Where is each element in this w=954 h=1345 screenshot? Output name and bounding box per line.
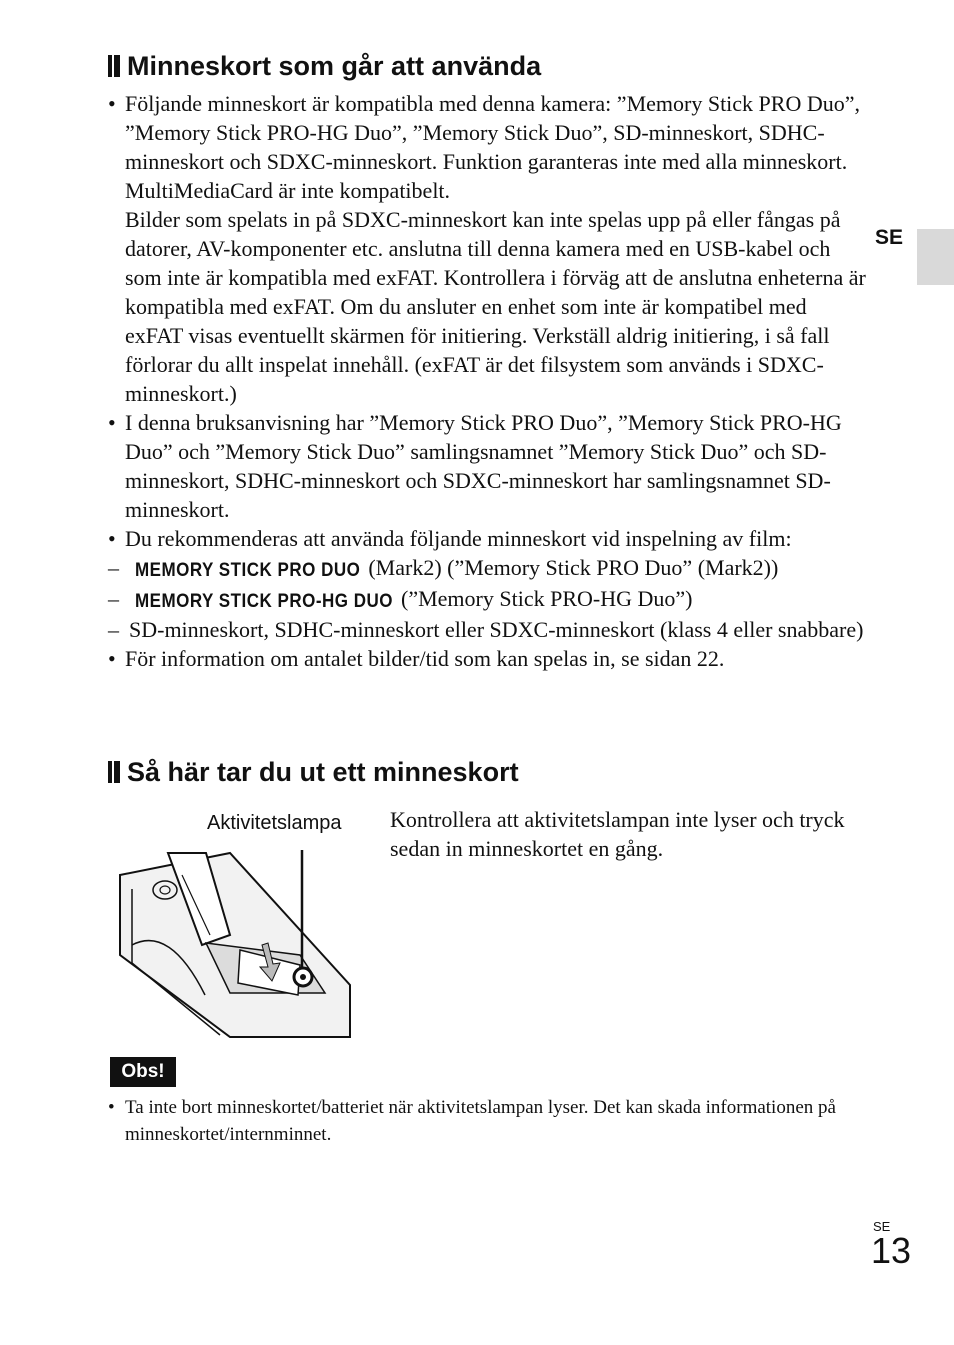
dash-item-text: (Mark2) (”Memory Stick PRO Duo” (Mark2)) [368, 555, 779, 580]
heading-marker-icon [108, 761, 121, 783]
heading-marker-icon [108, 55, 121, 77]
dash-item-text: SD-minneskort, SDHC-minneskort eller SDXC-minneskort (klass 4 eller snabbare) [129, 617, 864, 642]
note-item: • Ta inte bort minneskortet/batteriet när aktivitetslampan lyser. Det kan skada informationen på minneskortet/internminnet. [108, 1094, 868, 1148]
side-tab-label: SE [875, 226, 904, 249]
side-tab [917, 229, 954, 285]
section-heading-text: Så här tar du ut ett minneskort [127, 757, 519, 787]
page-number: 13 [871, 1230, 912, 1271]
list-item: • Du rekommenderas att använda följande minneskort vid inspelning av film: [108, 524, 868, 553]
list-item-continuation: MultiMediaCard är inte kompatibelt. [125, 178, 451, 203]
list-item-continuation: Bilder som spelats in på SDXC-minneskort kan inte spelas upp på eller fångas på datorer, AV-komponenter etc. anslutna till denna kamera med en USB-kabel och som inte är kompatibla med exFAT. Kontrollera i förväg att de anslutna enheterna är kompatibla med exFAT. Om du ansluter en enhet som inte är kompatibel med exFAT visas eventuellt skärmen för initiering. Verkställ aldrig initiering, i så fall förlorar du allt inspelat innehåll. (exFAT är det filsystem som används i SDXC-minneskort.) [125, 207, 866, 406]
section-heading-memory-cards [108, 50, 541, 82]
list-item: • I denna bruksanvisning har ”Memory Stick PRO Duo”, ”Memory Stick PRO-HG Duo” och ”Memory Stick Duo” samlingsnamnet ”Memory Stick Duo” och SD-minneskort, SDHC-minneskort och SDXC-minneskort har samlingsnamnet SD-minneskort. [108, 408, 868, 524]
list-item: • För information om antalet bilder/tid som kan spelas in, se sidan 22. [108, 644, 868, 673]
section-heading-text: Minneskort som går att använda [127, 51, 542, 81]
camera-illustration [110, 845, 360, 1040]
dash-item-text: (”Memory Stick PRO-HG Duo”) [401, 586, 693, 611]
dash-item [108, 553, 868, 584]
note-badge: Obs! [110, 1057, 176, 1087]
callout-label-activity-lamp: Aktivitetslampa [207, 812, 342, 834]
memory-stick-pro-hg-duo-logo: MEMORY STICK PRO-HG DUO [135, 589, 394, 612]
memory-stick-pro-duo-logo: MEMORY STICK PRO DUO [135, 558, 361, 581]
section-heading-remove-card [108, 756, 519, 788]
note-list [108, 1094, 868, 1148]
camera-body [120, 853, 350, 1037]
dash-item [108, 615, 868, 644]
page-lang-label: SE [873, 1219, 891, 1234]
list-item: • Följande minneskort är kompatibla med denna kamera: ”Memory Stick PRO Duo”, ”Memory Stick PRO-HG Duo”, ”Memory Stick Duo”, SD-minneskort, SDHC-minneskort och SDXC-minneskort. Funktion garanteras inte med alla minneskort. [108, 89, 868, 176]
dash-item [108, 584, 868, 615]
instruction-text: Kontrollera att aktivitetslampan inte lyser och tryck sedan in minneskortet en gång. [390, 807, 845, 861]
compatibility-list [108, 89, 868, 673]
